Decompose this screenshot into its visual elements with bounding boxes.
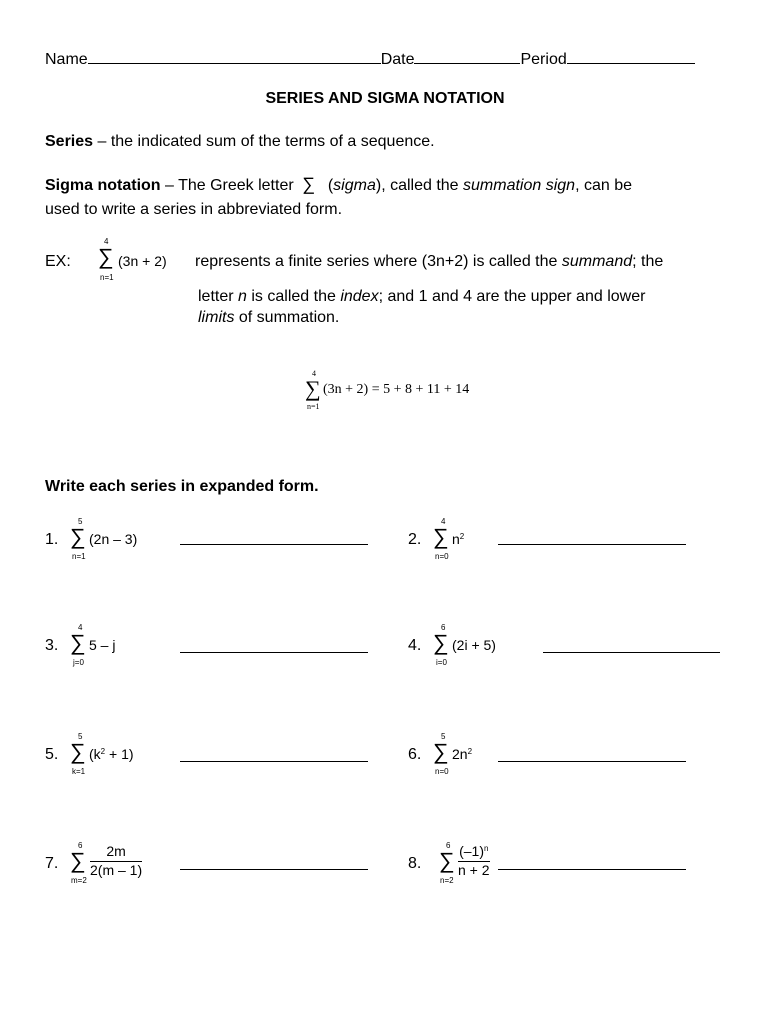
answer-line-1[interactable] — [180, 544, 368, 545]
answer-line-3[interactable] — [180, 652, 368, 653]
lower-limit: n=0 — [435, 767, 449, 776]
answer-line-4[interactable] — [543, 652, 720, 653]
sigma-text1: – The Greek letter — [160, 177, 299, 194]
example-desc-line3: limits of summation. — [198, 309, 340, 326]
problem-number: 2. — [408, 531, 422, 548]
summation-sign-term: summation sign — [463, 177, 576, 194]
name-blank[interactable] — [88, 48, 381, 64]
lower-limit: i=0 — [436, 658, 447, 667]
problem-5 — [45, 733, 375, 783]
sigma-icon: ∑ — [70, 848, 86, 873]
instructions: Write each series in expanded form. — [45, 478, 319, 495]
header-line — [45, 48, 695, 70]
problem-7 — [45, 842, 375, 892]
upper-limit: 6 — [446, 841, 451, 850]
sigma-icon: ∑ — [70, 630, 86, 655]
limits-term: limits — [198, 309, 235, 326]
lower-limit: n=1 — [72, 552, 86, 561]
lower-limit: k=1 — [72, 767, 86, 776]
sigma-icon: ∑ — [439, 848, 455, 873]
answer-line-2[interactable] — [498, 544, 686, 545]
exponent: 2 — [467, 747, 473, 756]
problem-6 — [408, 733, 738, 783]
period-label: Period — [520, 51, 567, 68]
expansion-upper-limit: 4 — [312, 369, 316, 378]
page-title: SERIES AND SIGMA NOTATION — [265, 90, 505, 107]
problem-number: 8. — [408, 855, 422, 872]
problem-number: 3. — [45, 637, 59, 654]
series-text: – the indicated sum of the terms of a sequence. — [93, 133, 435, 150]
date-label: Date — [380, 51, 415, 68]
problem-8 — [408, 842, 738, 892]
example-desc-line2: letter n is called the index; and 1 and 4 are the upper and lower — [198, 288, 646, 305]
problem-1 — [45, 518, 375, 568]
summand: 5 – j — [89, 637, 116, 653]
problem-number: 1. — [45, 531, 59, 548]
upper-limit: 4 — [441, 517, 446, 526]
summand-term: summand — [561, 253, 633, 270]
sigma-icon: ∑ — [433, 739, 449, 764]
upper-limit: 4 — [78, 623, 83, 632]
problem-number: 7. — [45, 855, 59, 872]
answer-line-7[interactable] — [180, 869, 368, 870]
sigma-icon: ∑ — [70, 524, 86, 549]
summand: $n^2$ — [452, 531, 465, 547]
period-blank[interactable] — [567, 48, 695, 64]
index-term: index — [340, 288, 379, 305]
example-upper-limit: 4 — [104, 237, 109, 246]
problem-2 — [408, 518, 738, 568]
series-term: Series — [45, 133, 94, 150]
sigma-glyph-inline: ∑ — [302, 174, 315, 194]
problem-number: 4. — [408, 637, 422, 654]
sigma-word: sigma — [333, 177, 376, 194]
denominator: 2(m – 1) — [90, 862, 143, 878]
date-blank[interactable] — [414, 48, 520, 64]
sigma-icon: ∑ — [305, 376, 321, 401]
name-label: Name — [45, 51, 88, 68]
sigma-definition: Sigma notation – The Greek letter ∑ (sigma), called the summation sign, can be — [45, 174, 632, 194]
sigma-icon: ∑ — [433, 630, 449, 655]
sigma-text3: , can be — [575, 177, 632, 194]
exponent: 2 — [459, 532, 465, 541]
sigma-text2: ), called the — [375, 177, 464, 194]
answer-line-5[interactable] — [180, 761, 368, 762]
fraction — [458, 842, 490, 879]
example-lower-limit: n=1 — [100, 273, 114, 282]
sigma-icon: ∑ — [70, 739, 86, 764]
example-label: EX: — [45, 253, 71, 270]
summand: $2n^2$ — [452, 746, 473, 762]
sigma-definition-line2: used to write a series in abbreviated form. — [45, 201, 343, 218]
numerator: 2m — [106, 843, 126, 859]
lower-limit: n=2 — [440, 876, 454, 885]
upper-limit: 6 — [441, 623, 446, 632]
lower-limit: j=0 — [73, 658, 84, 667]
lower-limit: n=0 — [435, 552, 449, 561]
summand: $(k^2 + 1)$ — [89, 746, 134, 762]
example-summand: (3n + 2) — [118, 253, 167, 269]
denominator: n + 2 — [458, 862, 490, 878]
expansion-lower-limit: n=1 — [307, 402, 320, 411]
problem-number: 6. — [408, 746, 422, 763]
index-variable: n — [238, 288, 247, 305]
sigma-icon: ∑ — [433, 524, 449, 549]
expansion-text: (3n + 2) = 5 + 8 + 11 + 14 — [323, 382, 470, 397]
problem-number: 5. — [45, 746, 59, 763]
numerator: $(-1)^n$ — [459, 843, 489, 859]
sigma-icon: ∑ — [98, 244, 114, 269]
summand: (2i + 5) — [452, 637, 496, 653]
upper-limit: 5 — [78, 517, 83, 526]
summand: (2n – 3) — [89, 531, 138, 547]
lower-limit: m=2 — [71, 876, 87, 885]
upper-limit: 5 — [441, 732, 446, 741]
exponent: 2 — [100, 747, 106, 756]
series-definition — [45, 132, 435, 152]
upper-limit: 5 — [78, 732, 83, 741]
problem-3 — [45, 624, 375, 674]
answer-line-6[interactable] — [498, 761, 686, 762]
problem-4 — [408, 624, 738, 674]
answer-line-8[interactable] — [498, 869, 686, 870]
exponent: n — [483, 844, 489, 853]
example-desc-line1: represents a finite series where (3n+2) is called the summand; the — [195, 253, 664, 270]
fraction — [90, 842, 142, 879]
upper-limit: 6 — [78, 841, 83, 850]
sigma-term: Sigma notation — [45, 177, 161, 194]
